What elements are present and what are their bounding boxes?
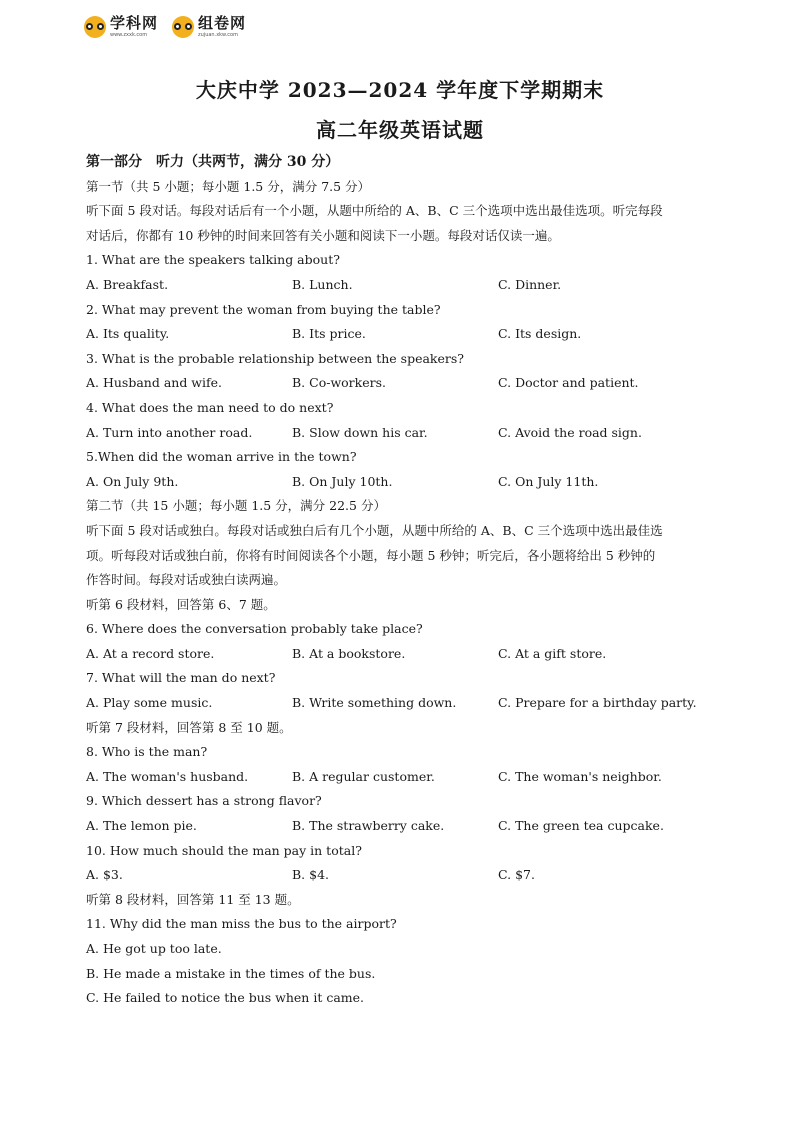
- option-a: A. Its quality.: [86, 326, 170, 342]
- material-instruction: 听第 7 段材料，回答第 8 至 10 题。: [86, 719, 292, 735]
- option-c: C. Doctor and patient.: [498, 375, 639, 391]
- material-instruction: 听第 6 段材料，回答第 6、7 题。: [86, 596, 276, 612]
- material-instruction: 听第 8 段材料，回答第 11 至 13 题。: [86, 891, 300, 907]
- question-stem: 1. What are the speakers talking about?: [86, 252, 340, 268]
- option-b: B. $4.: [292, 867, 330, 883]
- option-a: A. On July 9th.: [86, 473, 179, 489]
- section2-instructions: 听下面 5 段对话或独白。每段对话或独白后有几个小题，从题中所给的 A、B、C 三个选项中选出最佳选: [86, 522, 663, 538]
- option-c: C. $7.: [498, 867, 535, 883]
- option-c: C. Dinner.: [498, 276, 562, 292]
- section2-instructions: 项。听每段对话或独白前，你将有时间阅读各个小题，每小题 5 秒钟；听完后，各小题将给出 5 秒钟的: [86, 547, 656, 563]
- logo-url: www.zxxk.com: [110, 32, 148, 38]
- option-b: B. A regular customer.: [292, 768, 435, 784]
- owl-icon: [172, 16, 194, 38]
- question-options: [86, 863, 726, 888]
- question-stem: 10. How much should the man pay in total?: [86, 842, 362, 858]
- question-options: [86, 322, 726, 347]
- option-c: C. Prepare for a birthday party.: [498, 695, 697, 711]
- option-c: C. At a gift store.: [498, 645, 607, 661]
- option-a: A. The woman's husband.: [86, 768, 249, 784]
- option-a: A. Play some music.: [86, 695, 213, 711]
- option-a: A. $3.: [86, 867, 123, 883]
- section1-instructions: 对话后，你都有 10 秒钟的时间来回答有关小题和阅读下一小题。每段对话仅读一遍。: [86, 227, 560, 243]
- exam-subtitle: 高二年级英语试题: [316, 118, 484, 142]
- part1-heading: 第一部分 听力（共两节，满分 30 分）: [86, 154, 340, 170]
- question-options: [86, 691, 726, 716]
- zxxk-logo: [84, 16, 158, 38]
- option-b: B. The strawberry cake.: [292, 818, 445, 834]
- question-stem: 7. What will the man do next?: [86, 670, 276, 686]
- logo-url: zujuan.xkw.com: [198, 32, 238, 38]
- option-c: C. The green tea cupcake.: [498, 818, 664, 834]
- option-a: A. Turn into another road.: [86, 424, 253, 440]
- option-c: C. Its design.: [498, 326, 582, 342]
- option-b: B. Lunch.: [292, 276, 353, 292]
- question-stem: 8. Who is the man?: [86, 744, 208, 760]
- option-a: A. Breakfast.: [86, 276, 169, 292]
- option-b: B. Co-workers.: [292, 375, 386, 391]
- section2-instructions: 作答时间。每段对话或独白读两遍。: [86, 572, 287, 588]
- exam-content: [86, 150, 726, 1011]
- question-stem: 6. Where does the conversation probably take place?: [86, 621, 423, 637]
- question-options: [86, 765, 726, 790]
- exam-title: 大庆中学 2023—2024 学年度下学期期末: [195, 78, 605, 102]
- question-options: [86, 273, 726, 298]
- question-stem: 3. What is the probable relationship between the speakers?: [86, 350, 464, 366]
- header-logos: [84, 16, 246, 38]
- option-b: B. On July 10th.: [292, 473, 393, 489]
- question-stem: 4. What does the man need to do next?: [86, 399, 334, 415]
- option-b: B. Slow down his car.: [292, 424, 428, 440]
- option-c: C. He failed to notice the bus when it came.: [86, 990, 365, 1006]
- question-stem: 5.When did the woman arrive in the town?: [86, 449, 357, 465]
- option-b: B. He made a mistake in the times of the bus.: [86, 965, 376, 981]
- question-options: [86, 421, 726, 446]
- option-b: B. At a bookstore.: [292, 645, 406, 661]
- section2-heading: 第二节（共 15 小题；每小题 1.5 分，满分 22.5 分）: [86, 498, 386, 514]
- zujuan-logo: [172, 16, 246, 38]
- option-a: A. Husband and wife.: [86, 375, 222, 391]
- question-stem: 11. Why did the man miss the bus to the airport?: [86, 916, 397, 932]
- owl-icon: [84, 16, 106, 38]
- option-b: B. Write something down.: [292, 695, 457, 711]
- option-c: C. On July 11th.: [498, 473, 599, 489]
- question-options: [86, 642, 726, 667]
- question-stem: 9. Which dessert has a strong flavor?: [86, 793, 322, 809]
- option-a: A. At a record store.: [86, 645, 215, 661]
- logo-name: 学科网: [110, 14, 159, 32]
- question-options: [86, 814, 726, 839]
- option-c: C. The woman's neighbor.: [498, 768, 662, 784]
- option-a: A. He got up too late.: [86, 941, 222, 956]
- question-stem: 2. What may prevent the woman from buying the table?: [86, 301, 441, 317]
- option-a: A. The lemon pie.: [86, 818, 197, 834]
- section1-instructions: 听下面 5 段对话。每段对话后有一个小题，从题中所给的 A、B、C 三个选项中选出最佳选项。听完每段: [86, 203, 663, 219]
- logo-name: 组卷网: [198, 14, 247, 32]
- question-options: [86, 371, 726, 396]
- question-options: [86, 470, 726, 495]
- option-c: C. Avoid the road sign.: [498, 424, 642, 440]
- section1-heading: 第一节（共 5 小题；每小题 1.5 分，满分 7.5 分）: [86, 178, 371, 194]
- option-b: B. Its price.: [292, 326, 366, 342]
